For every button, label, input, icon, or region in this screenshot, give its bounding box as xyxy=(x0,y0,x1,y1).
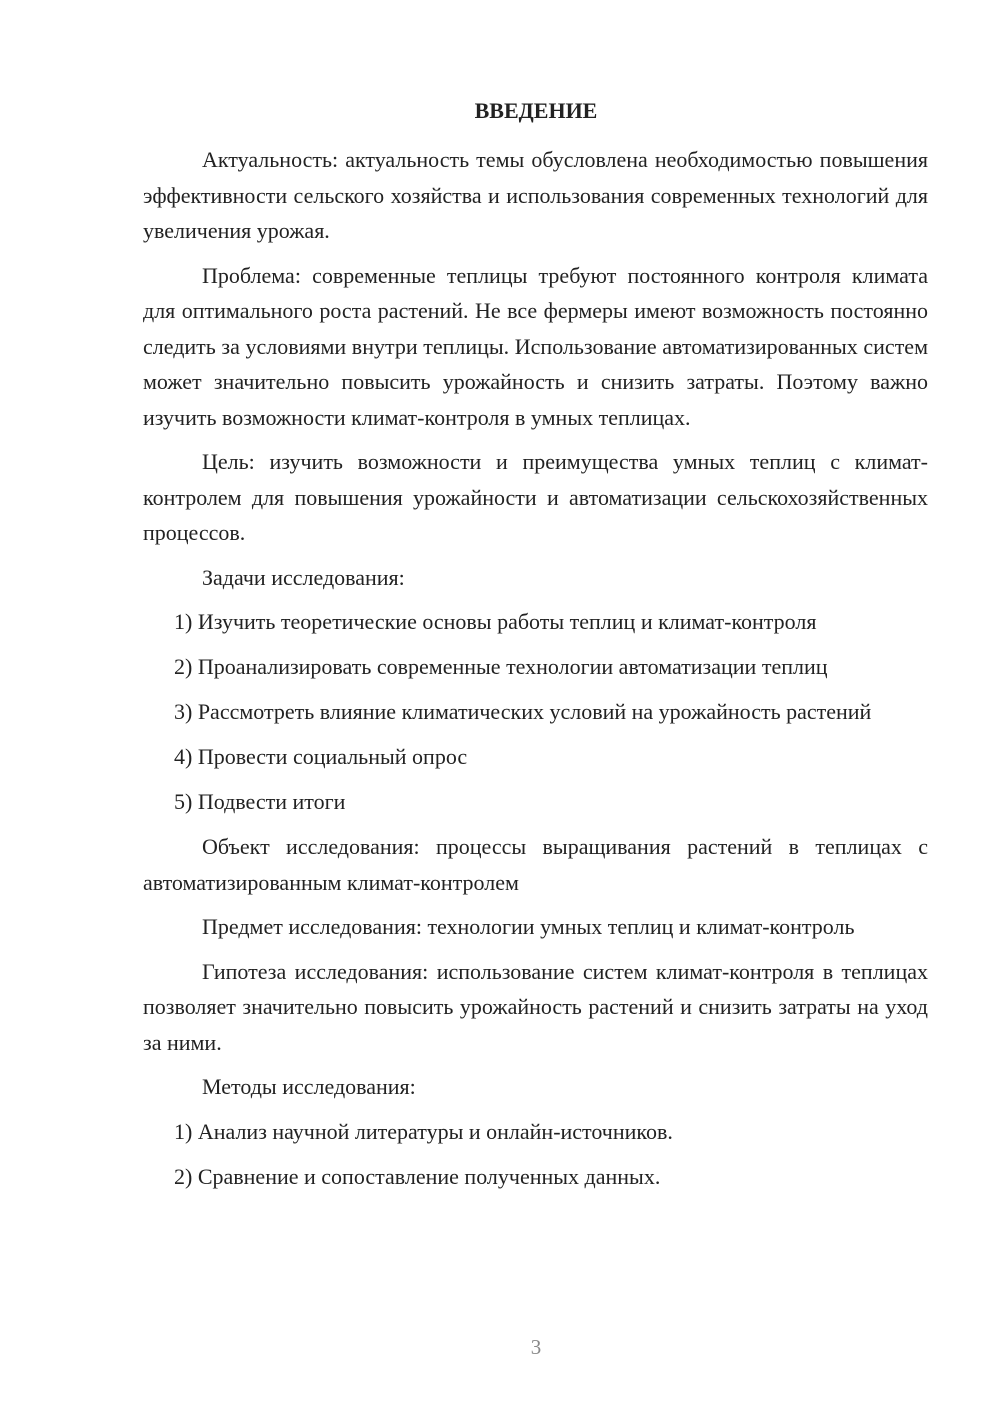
task-item-1: 1) Изучить теоретические основы работы теплиц и климат-контроля xyxy=(174,609,817,634)
task-item-3: 3) Рассмотреть влияние климатических условий на урожайность растений xyxy=(174,699,872,724)
relevance-paragraph: Актуальность: актуальность темы обусловлена необходимостью повышения эффективности сельского хозяйства и использования современных технологий для увеличения урожая. xyxy=(143,147,928,243)
methods-heading: Методы исследования: xyxy=(202,1074,416,1099)
object-paragraph: Объект исследования: процессы выращивания растений в теплицах с автоматизированным климат-контролем xyxy=(143,834,928,895)
subject-paragraph: Предмет исследования: технологии умных теплиц и климат-контроль xyxy=(202,914,855,939)
task-item-2: 2) Проанализировать современные технологии автоматизации теплиц xyxy=(174,654,828,679)
method-item-1: 1) Анализ научной литературы и онлайн-источников. xyxy=(174,1118,673,1144)
page-number: 3 xyxy=(530,1335,542,1359)
goal-paragraph: Цель: изучить возможности и преимущества умных теплиц с климат-контролем для повышения урожайности и автоматизации сельскохозяйственных процессов. xyxy=(143,449,928,545)
section-title: ВВЕДЕНИЕ xyxy=(474,98,598,123)
method-item-2: 2) Сравнение и сопоставление полученных данных. xyxy=(174,1163,661,1189)
task-item-5: 5) Подвести итоги xyxy=(174,789,346,814)
tasks-heading: Задачи исследования: xyxy=(202,564,405,590)
hypothesis-paragraph: Гипотеза исследования: использование систем климат-контроля в теплицах позволяет значительно повысить урожайность растений и снизить затраты на уход за ними. xyxy=(143,958,928,1055)
problem-paragraph: Проблема: современные теплицы требуют постоянного контроля климата для оптимального роста растений. Не все фермеры имеют возможность постоянно следить за условиями внутри теплицы. Использование автоматизированных систем может значительно повысить урожайность и снизить затраты. Поэтому важно изучить возможности климат-контроля в умных теплицах. xyxy=(143,262,928,430)
document-body xyxy=(143,142,928,1204)
task-item-4: 4) Провести социальный опрос xyxy=(174,744,468,769)
